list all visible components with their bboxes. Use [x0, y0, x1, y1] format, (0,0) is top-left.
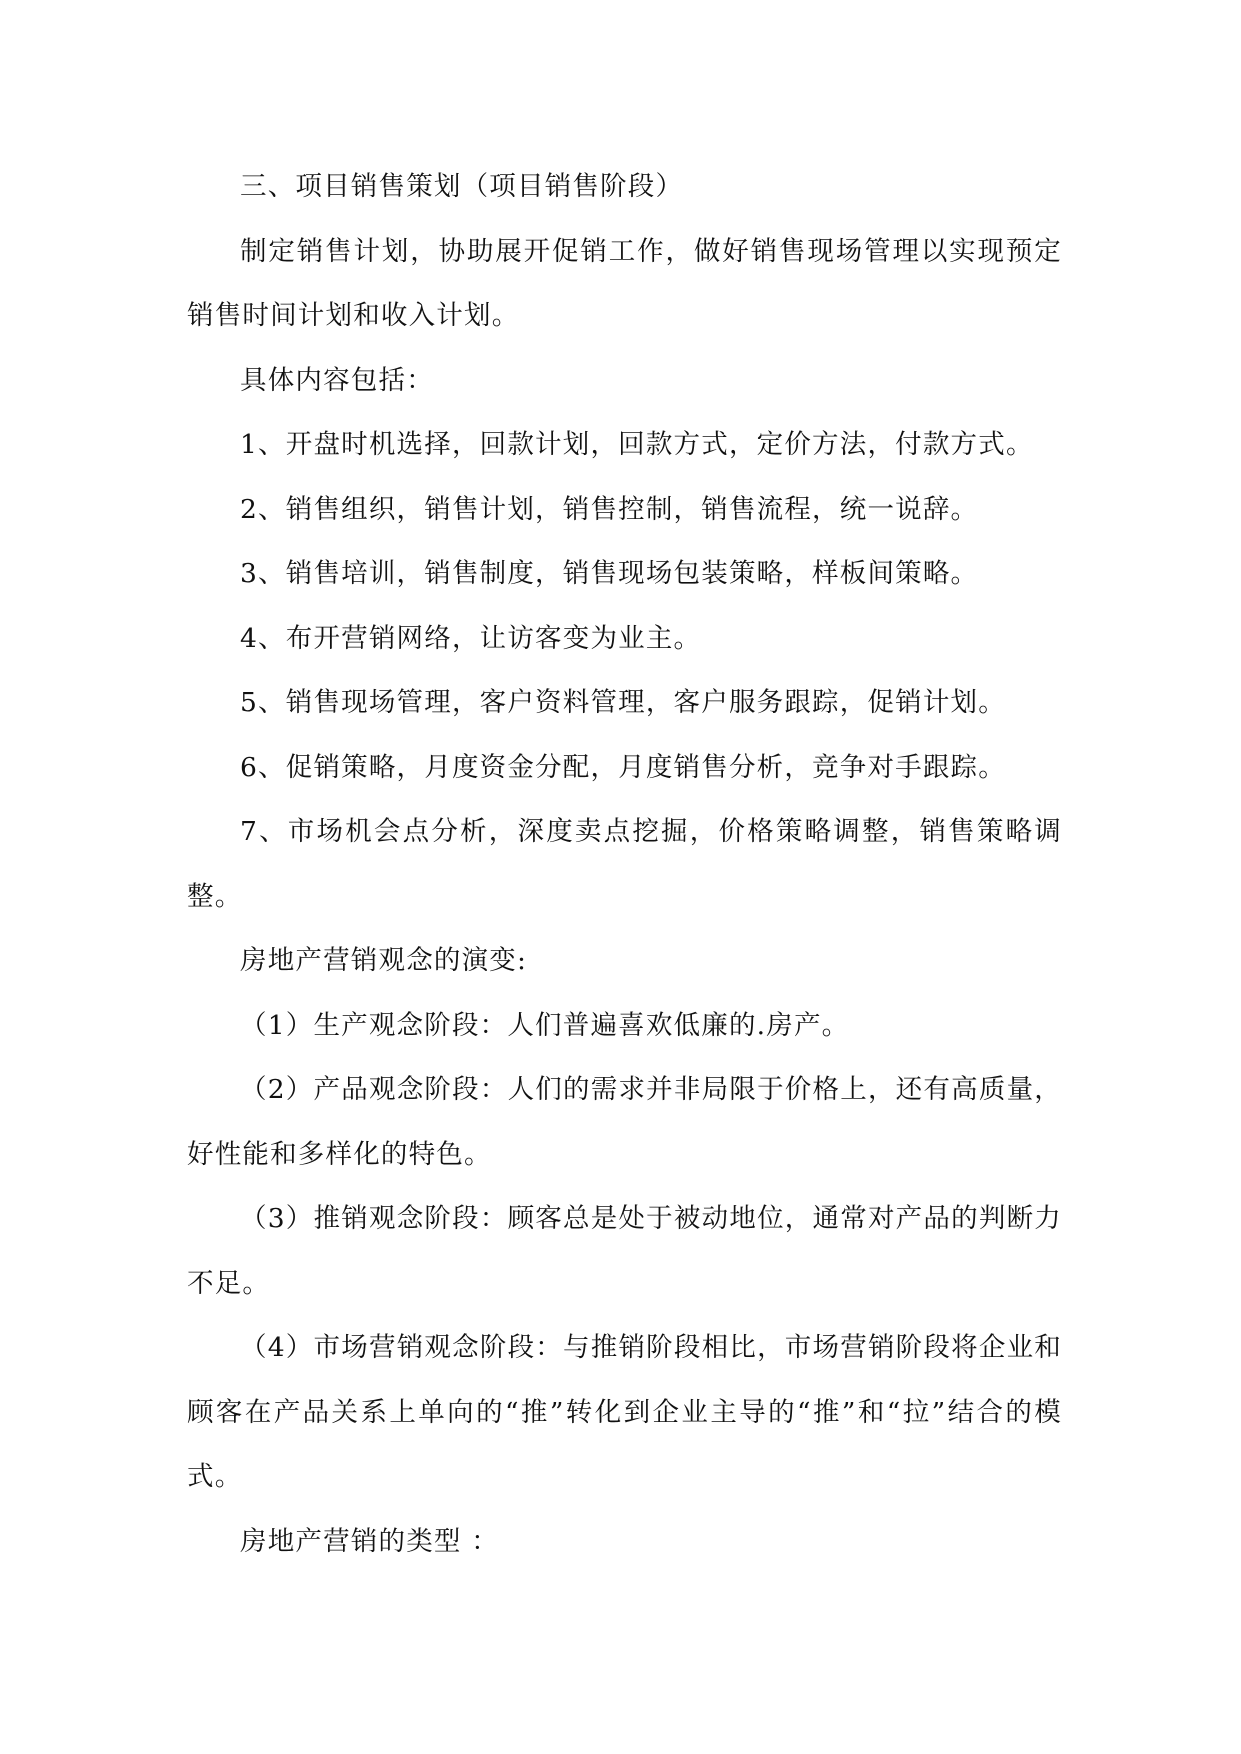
list-item: 5、销售现场管理，客户资料管理，客户服务跟踪，促销计划。 [240, 687, 1006, 718]
list-item: 7、市场机会点分析，深度卖点挖掘，价格策略调整，销售策略调整。 [187, 816, 1062, 912]
document-body [187, 155, 1062, 1574]
list-item: 3、销售培训，销售制度，销售现场包装策略，样板间策略。 [240, 558, 979, 589]
paragraph: 具体内容包括： [240, 364, 434, 396]
section-heading: 三、项目销售策划（项目销售阶段） [240, 171, 684, 202]
list-item: 1、开盘时机选择，回款计划，回款方式，定价方法，付款方式。 [240, 429, 1034, 460]
subheading: 房地产营销的类型 ： [240, 1525, 499, 1557]
list-item: （3）推销观念阶段：顾客总是处于被动地位，通常对产品的判断力不足。 [187, 1203, 1062, 1299]
list-item: （4）市场营销观念阶段：与推销阶段相比，市场营销阶段将企业和顾客在产品关系上单向的“推”转化到企业主导的“推”和“拉”结合的模式。 [187, 1332, 1062, 1492]
list-item: （1）生产观念阶段：人们普遍喜欢低廉的.房产。 [240, 1009, 850, 1041]
list-item: 2、销售组织，销售计划，销售控制，销售流程，统一说辞。 [240, 493, 979, 525]
subheading: 房地产营销观念的演变: [240, 945, 528, 976]
list-item: 4、布开营销网络，让访客变为业主。 [240, 622, 702, 654]
list-item: 6、促销策略，月度资金分配，月度销售分析，竞争对手跟踪。 [240, 751, 1006, 783]
paragraph: 制定销售计划，协助展开促销工作，做好销售现场管理以实现预定销售时间计划和收入计划。 [187, 235, 1062, 331]
list-item: （2）产品观念阶段：人们的需求并非局限于价格上，还有高质量，好性能和多样化的特色。 [187, 1074, 1062, 1170]
